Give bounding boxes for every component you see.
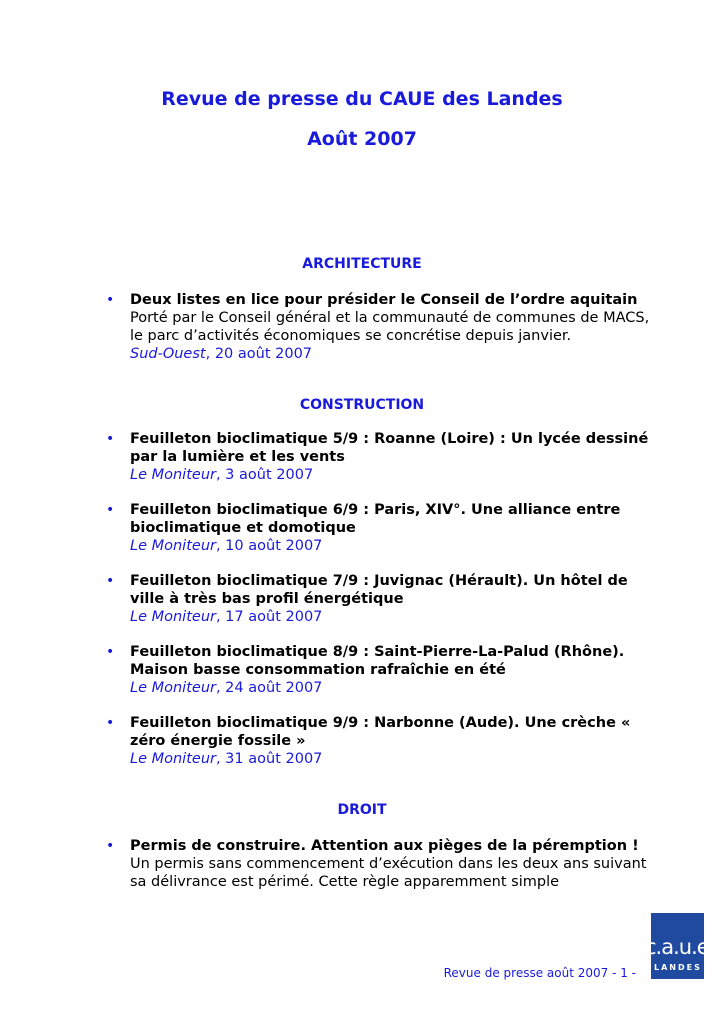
- article-source: Le Moniteur: [130, 680, 216, 696]
- article-source: Le Moniteur: [130, 538, 216, 554]
- bullet-icon: •: [106, 715, 115, 731]
- article-source-line: [130, 679, 650, 697]
- logo-word: c.a.u.e: [645, 935, 709, 959]
- article-source: Le Moniteur: [130, 609, 216, 625]
- article-date: , 24 août 2007: [215, 680, 323, 696]
- article-summary: Un permis sans commencement d’exécution dans les deux ans suivant sa délivrance est périmé. Cette règle apparemment simple: [130, 856, 647, 890]
- article-headline: Feuilleton bioclimatique 5/9 : Roanne (Loire) : Un lycée dessiné par la lumière et les vents: [130, 431, 649, 465]
- section-heading-droit: DROIT: [337, 802, 387, 818]
- bullet-icon: •: [106, 644, 115, 660]
- page-subtitle-date: Août 2007: [307, 128, 417, 150]
- article-source-line: [130, 608, 650, 626]
- bullet-icon: •: [106, 292, 115, 308]
- article-item: [106, 501, 650, 555]
- article-date: , 31 août 2007: [215, 751, 323, 767]
- article-date: , 17 août 2007: [215, 609, 323, 625]
- article-headline: Deux listes en lice pour présider le Conseil de l’ordre aquitain: [130, 292, 638, 308]
- logo-sub: LANDES: [654, 963, 702, 972]
- article-source: Sud-Ouest: [130, 346, 206, 362]
- article-headline: Permis de construire. Attention aux pièges de la péremption !: [130, 838, 639, 854]
- section-heading-construction: CONSTRUCTION: [299, 397, 425, 413]
- article-date: , 10 août 2007: [215, 538, 323, 554]
- article-headline: Feuilleton bioclimatique 9/9 : Narbonne (Aude). Une crèche « zéro énergie fossile »: [130, 715, 631, 749]
- article-source-line: [130, 345, 650, 363]
- article-item: [106, 430, 650, 484]
- bullet-icon: •: [106, 431, 115, 447]
- article-source: Le Moniteur: [130, 751, 216, 767]
- article-source-line: [130, 537, 650, 555]
- article-source-line: [130, 466, 650, 484]
- page-footer: Revue de presse août 2007 - 1 -: [443, 966, 636, 980]
- bullet-icon: •: [106, 502, 115, 518]
- article-date: , 3 août 2007: [215, 467, 314, 483]
- article-date: , 20 août 2007: [205, 346, 313, 362]
- article-headline: Feuilleton bioclimatique 6/9 : Paris, XIV°. Une alliance entre bioclimatique et domotique: [130, 502, 621, 536]
- article-item: [106, 643, 650, 697]
- article-item: [106, 837, 650, 891]
- article-headline: Feuilleton bioclimatique 8/9 : Saint-Pierre-La-Palud (Rhône). Maison basse consommation rafraîchie en été: [130, 644, 625, 678]
- caue-logo: [645, 913, 709, 979]
- article-headline: Feuilleton bioclimatique 7/9 : Juvignac (Hérault). Un hôtel de ville à très bas profil énergétique: [130, 573, 628, 607]
- bullet-icon: •: [106, 838, 115, 854]
- bullet-icon: •: [106, 573, 115, 589]
- page-title: Revue de presse du CAUE des Landes: [161, 88, 563, 110]
- article-summary: Porté par le Conseil général et la communauté de communes de MACS, le parc d’activités économiques se concrétise depuis janvier.: [130, 310, 650, 344]
- article-item: [106, 714, 650, 768]
- article-source-line: [130, 750, 650, 768]
- article-source: Le Moniteur: [130, 467, 216, 483]
- article-item: [106, 572, 650, 626]
- section-heading-architecture: ARCHITECTURE: [302, 256, 422, 272]
- article-item: [106, 291, 650, 363]
